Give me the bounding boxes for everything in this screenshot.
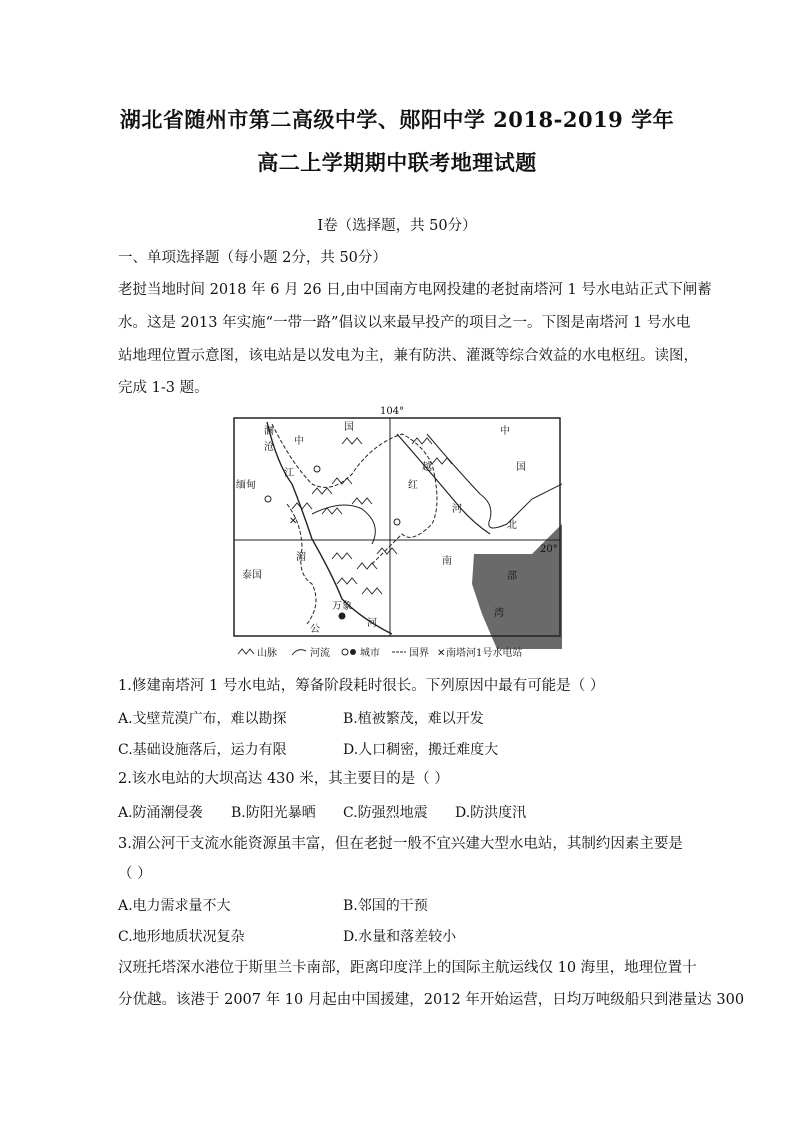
option-d: D.水量和落差较小 [343,929,457,945]
longitude-label: 104° [380,406,405,417]
map-label: 北 [507,520,517,531]
map-label: 湄 [296,552,306,563]
option-a: A.戈壁荒漠广布，难以勘探 [118,711,287,727]
map-label: 河 [367,618,377,629]
legend-city-icon [342,649,348,655]
option-b: B.植被繁茂，难以开发 [343,711,484,727]
map-label: 南 [442,556,452,567]
map-label: 沧 [264,442,274,453]
question-stem: 1.修建南塔河 1 号水电站，筹备阶段耗时很长。下列原因中最有可能是（ ） [118,678,605,694]
question-stem: 3.湄公河干支流水能资源虽丰富，但在老挝一般不宜兴建大型水电站，其制约因素主要是 [118,836,683,852]
title-line-2: 高二上学期期中联考地理试题 [257,150,537,175]
option-c: C.防强烈地震 [343,805,428,821]
legend-capital-icon [350,649,356,655]
part-heading: 一、单项选择题（每小题 2分，共 50分） [118,250,387,266]
map-label: 红 [408,480,418,491]
passage-line: 分优越。该港于 2007 年 10 月起由中国援建，2012 年开始运营，日均万吨级船只到港量达 300 [118,992,745,1008]
capital-city-icon [339,613,345,619]
legend-station-label: 南塔河1号水电站 [446,648,523,659]
option-b: B.邻国的干预 [343,898,428,914]
map-label: 部 [507,571,517,582]
map-label: 澜 [264,426,274,437]
intro-line: 完成 1-3 题。 [118,380,209,396]
map-label: 国 [516,462,526,473]
coastline [427,434,562,528]
option-c: C.地形地质状况复杂 [118,929,245,945]
location-map [232,404,562,662]
option-d: D.人口稠密，搬迁难度大 [343,742,499,758]
map-label: 国 [344,422,354,433]
map-label: 万象 [332,601,352,612]
mekong-river [267,422,392,634]
intro-line: 站地理位置示意图，该电站是以发电为主，兼有防洪、灌溉等综合效益的水电枢纽。读图， [118,348,698,364]
legend-city-label: 城市 [360,648,380,659]
question-stem: 2.该水电站的大坝高达 430 米，其主要目的是（ ） [118,771,449,787]
latitude-label: 20° [540,544,558,555]
passage-line: 汉班托塔深水港位于斯里兰卡南部，距离印度洋上的国际主航运线仅 10 海里，地理位置十 [118,960,697,976]
station-marker-icon: ✕ [289,516,298,527]
option-a: A.电力需求量不大 [118,898,231,914]
city-icon [265,496,271,502]
option-c: C.基础设施落后，运力有限 [118,742,287,758]
map-label: 湾 [494,608,504,619]
gulf-sea [472,524,562,649]
legend-mountain-icon [238,649,254,654]
map-label: 中 [294,436,304,447]
intro-line: 老挝当地时间 2018 年 6 月 26 日,由中国南方电网投建的老挝南塔河 1 号水电站正式下闸蓄 [118,282,712,298]
map-label: 中 [500,426,510,437]
legend-river-icon [292,650,306,655]
map-label: 公 [310,624,320,635]
question-stem-cont: （ ） [118,866,152,882]
legend-mountain-label: 山脉 [257,648,277,659]
legend-border-label: 国界 [409,648,429,659]
map-label: 越 [422,462,432,473]
legend-river-label: 河流 [310,648,330,659]
title-line-1: 湖北省随州市第二高级中学、郧阳中学 2018-2019 学年 [119,107,675,132]
map-label: 缅甸 [236,480,256,491]
map-legend [238,646,522,659]
section-heading: Ⅰ卷（选择题，共 50分） [317,218,477,234]
option-a: A.防涌潮侵袭 [118,805,203,821]
option-d: D.防洪度汛 [455,805,527,821]
intro-line: 水。这是 2013 年实施“一带一路”倡议以来最早投产的项目之一。下图是南塔河 1 号水电 [118,315,691,331]
map-label: 泰国 [242,570,262,581]
map-label: 江 [284,468,294,479]
map-label: 河 [452,504,462,515]
city-icon [394,519,400,525]
map-svg [232,404,562,662]
border-line [312,505,375,544]
city-icon [314,466,320,472]
legend-station-icon: ✕ [437,648,446,659]
option-b: B.防阳光暴晒 [231,805,316,821]
